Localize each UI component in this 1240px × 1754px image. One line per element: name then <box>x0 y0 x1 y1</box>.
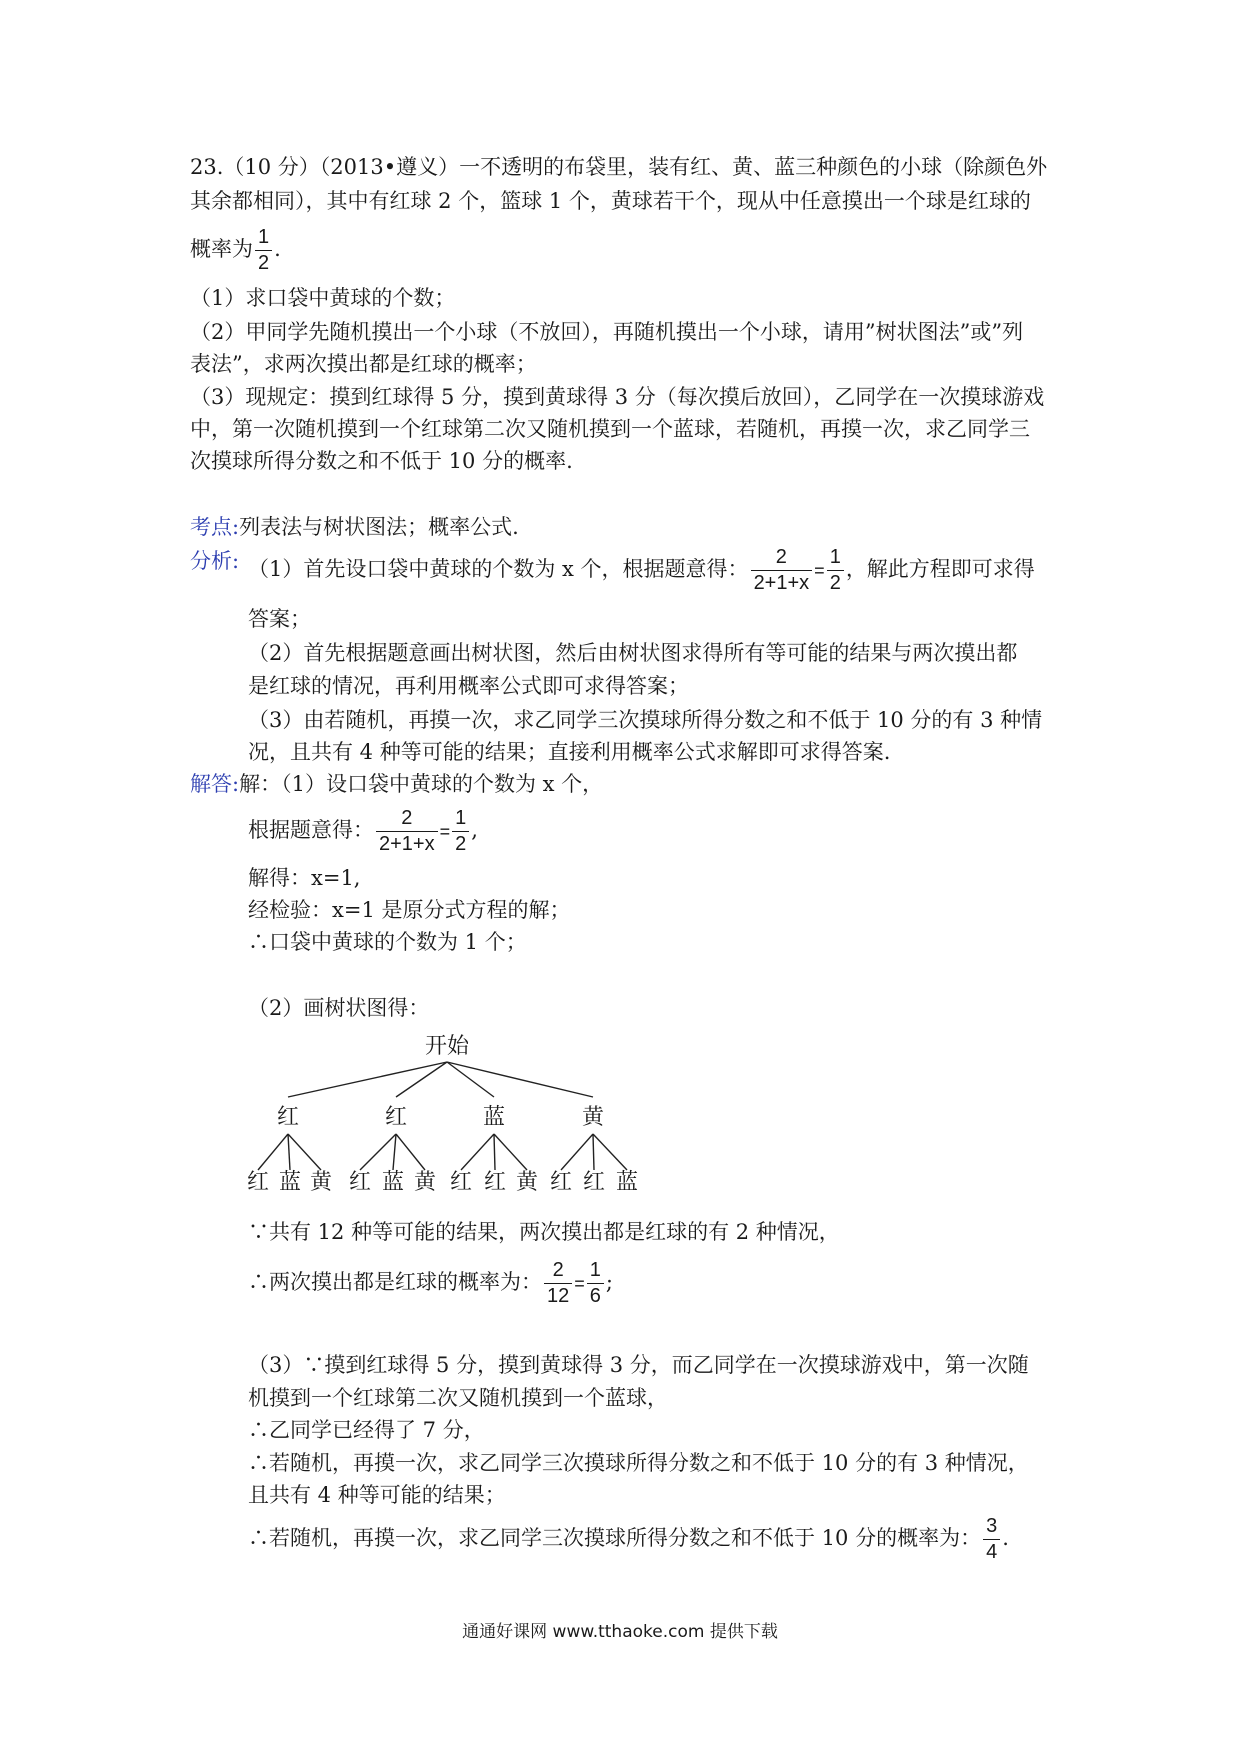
tree-level-2-node: 黄 <box>310 1170 333 1195</box>
equals-sign: = <box>574 1273 585 1294</box>
tree-level-2-node: 黄 <box>516 1170 539 1195</box>
fraction-numerator: 2 <box>775 546 787 568</box>
equals-sign: = <box>814 560 825 581</box>
fraction-denominator: 12 <box>544 1283 572 1309</box>
part-3-line-1: （3）∵摸到红球得 5 分，摸到黄球得 3 分，而乙同学在一次摸球游戏中，第一次随 <box>248 1353 1029 1377</box>
tree-branch-line <box>396 1134 425 1170</box>
part-3-result-prefix: ∴若随机，再摸一次，求乙同学三次摸球所得分数之和不低于 10 分的概率为： <box>248 1526 982 1550</box>
fenxi-line-1b: 答案； <box>248 607 311 631</box>
part-2-result-prefix: ∴两次摸出都是红球的概率为： <box>248 1270 542 1294</box>
fenxi-line-1-prefix: （1）首先设口袋中黄球的个数为 x 个，根据题意得： <box>248 557 749 581</box>
question-1: （1）求口袋中黄球的个数； <box>190 286 456 310</box>
problem-line-3-suffix: . <box>274 237 281 261</box>
fenxi-line-1-suffix: ，解此方程即可求得 <box>845 557 1035 581</box>
fraction-numerator: 1 <box>589 1259 601 1281</box>
fraction-denominator: 2 <box>827 570 844 596</box>
fraction-numerator: 1 <box>258 226 270 248</box>
problem-line-2: 其余都相同），其中有红球 2 个，篮球 1 个，黄球若干个，现从中任意摸出一个球是红球的 <box>190 189 1031 213</box>
fraction-numerator: 3 <box>986 1515 998 1537</box>
tree-branch-line <box>593 1134 594 1170</box>
tree-branch-line <box>447 1062 593 1097</box>
part-3-line-2: 机摸到一个红球第二次又随机摸到一个蓝球， <box>248 1386 668 1410</box>
jieda-label: 解答: <box>190 772 240 796</box>
fraction-numerator: 2 <box>552 1259 564 1281</box>
fenxi-line-2: （2）首先根据题意画出树状图，然后由树状图求得所有等可能的结果与两次摸出都 <box>248 641 1018 665</box>
tree-branch-line <box>360 1134 396 1170</box>
result-fraction-right <box>587 1258 604 1309</box>
tree-branch-line <box>593 1134 627 1170</box>
fenxi-line-3: （3）由若随机，再摸一次，求乙同学三次摸球所得分数之和不低于 10 分的有 3 种情 <box>248 708 1043 732</box>
part-2-result <box>248 1254 613 1310</box>
tree-level-2-node: 蓝 <box>279 1170 302 1195</box>
question-2-line-2: 表法”，求两次摸出都是红球的概率； <box>190 352 537 376</box>
tree-level-2-node: 红 <box>349 1170 372 1195</box>
footer-credit: 通通好课网 www.tthaoke.com 提供下载 <box>462 1622 778 1642</box>
tree-branch-line <box>494 1134 527 1170</box>
tree-level-2-node: 红 <box>450 1170 473 1195</box>
kaodian-text: 列表法与树状图法；概率公式. <box>239 515 519 539</box>
part-3-result-suffix: . <box>1002 1526 1009 1550</box>
tree-branch-line <box>258 1134 288 1170</box>
result-fraction-left <box>544 1258 572 1309</box>
fraction-denominator: 2 <box>452 831 469 857</box>
jieda-line-1: 解：（1）设口袋中黄球的个数为 x 个， <box>239 772 604 796</box>
tree-level-1-node: 红 <box>385 1105 408 1130</box>
tree-level-1-node: 红 <box>277 1105 300 1130</box>
tree-level-2-node: 红 <box>583 1170 606 1195</box>
question-3-line-2: 中，第一次随机摸到一个红球第二次又随机摸到一个蓝球，若随机，再摸一次，求乙同学三 <box>190 417 1030 441</box>
part-2-title: （2）画树状图得： <box>248 996 430 1020</box>
part-2-result-suffix: ; <box>605 1270 613 1294</box>
tree-level-1-node: 黄 <box>582 1105 605 1130</box>
result-fraction <box>983 1514 1000 1565</box>
fraction-denominator: 2+1+x <box>376 831 438 857</box>
fenxi-line-2b: 是红球的情况，再利用概率公式即可求得答案； <box>248 674 689 698</box>
tree-level-2-node: 蓝 <box>382 1170 405 1195</box>
fraction-numerator: 2 <box>401 807 413 829</box>
fenxi-line-3b: 况，且共有 4 种等可能的结果；直接利用概率公式求解即可求得答案. <box>248 740 891 764</box>
fraction-numerator: 1 <box>829 546 841 568</box>
fraction-denominator: 2+1+x <box>751 570 813 596</box>
fraction-denominator: 6 <box>587 1283 604 1309</box>
jieda-line-2-prefix: 根据题意得： <box>248 818 374 842</box>
part-3-line-4: ∴若随机，再摸一次，求乙同学三次摸球所得分数之和不低于 10 分的有 3 种情况， <box>248 1451 1029 1475</box>
tree-branch-line <box>288 1134 290 1170</box>
equals-sign: = <box>439 821 451 842</box>
tree-branch-line <box>461 1134 494 1170</box>
tree-branch-line <box>288 1134 321 1170</box>
tree-branch-line <box>494 1134 495 1170</box>
jieda-line-2-suffix: , <box>471 818 478 842</box>
tree-level-2-node: 红 <box>247 1170 270 1195</box>
kaodian-label: 考点: <box>190 515 240 539</box>
tree-branch-line <box>288 1062 447 1097</box>
jieda-line-3: 解得：x=1, <box>248 866 361 890</box>
tree-level-2-node: 红 <box>484 1170 507 1195</box>
question-2-line-1: （2）甲同学先随机摸出一个小球（不放回），再随机摸出一个小球，请用”树状图法”或”列 <box>190 320 1024 344</box>
fenxi-label: 分析: <box>190 549 240 573</box>
fraction-numerator: 1 <box>455 807 467 829</box>
tree-branch-line <box>393 1134 396 1170</box>
tree-level-2-node: 红 <box>550 1170 573 1195</box>
tree-level-2-node: 黄 <box>414 1170 437 1195</box>
question-3-line-3: 次摸球所得分数之和不低于 10 分的概率. <box>190 449 573 473</box>
fraction-denominator: 2 <box>255 250 272 276</box>
tree-root-node: 开始 <box>425 1034 470 1059</box>
problem-line-1: 23.（10 分）（2013•遵义）一不透明的布袋里，装有红、黄、蓝三种颜色的小球（除颜色外 <box>190 155 1048 179</box>
part-3-line-5: 且共有 4 种等可能的结果； <box>248 1483 506 1507</box>
tree-level-1-node: 蓝 <box>483 1105 506 1130</box>
jieda-line-4: 经检验：x=1 是原分式方程的解； <box>248 898 571 922</box>
question-3-line-1: （3）现规定：摸到红球得 5 分，摸到黄球得 3 分（每次摸后放回），乙同学在一次摸球游戏 <box>190 385 1045 409</box>
tree-level-2-node: 蓝 <box>616 1170 639 1195</box>
problem-line-3-prefix: 概率为 <box>190 237 253 261</box>
fraction-denominator: 4 <box>983 1539 1000 1565</box>
part-3-line-3: ∴乙同学已经得了 7 分， <box>248 1418 485 1442</box>
part-3-result <box>248 1510 1009 1566</box>
tree-branch-line <box>561 1134 593 1170</box>
jieda-line-5: ∴口袋中黄球的个数为 1 个； <box>248 930 527 954</box>
part-2-total: ∵共有 12 种等可能的结果，两次摸出都是红球的有 2 种情况， <box>248 1220 840 1244</box>
